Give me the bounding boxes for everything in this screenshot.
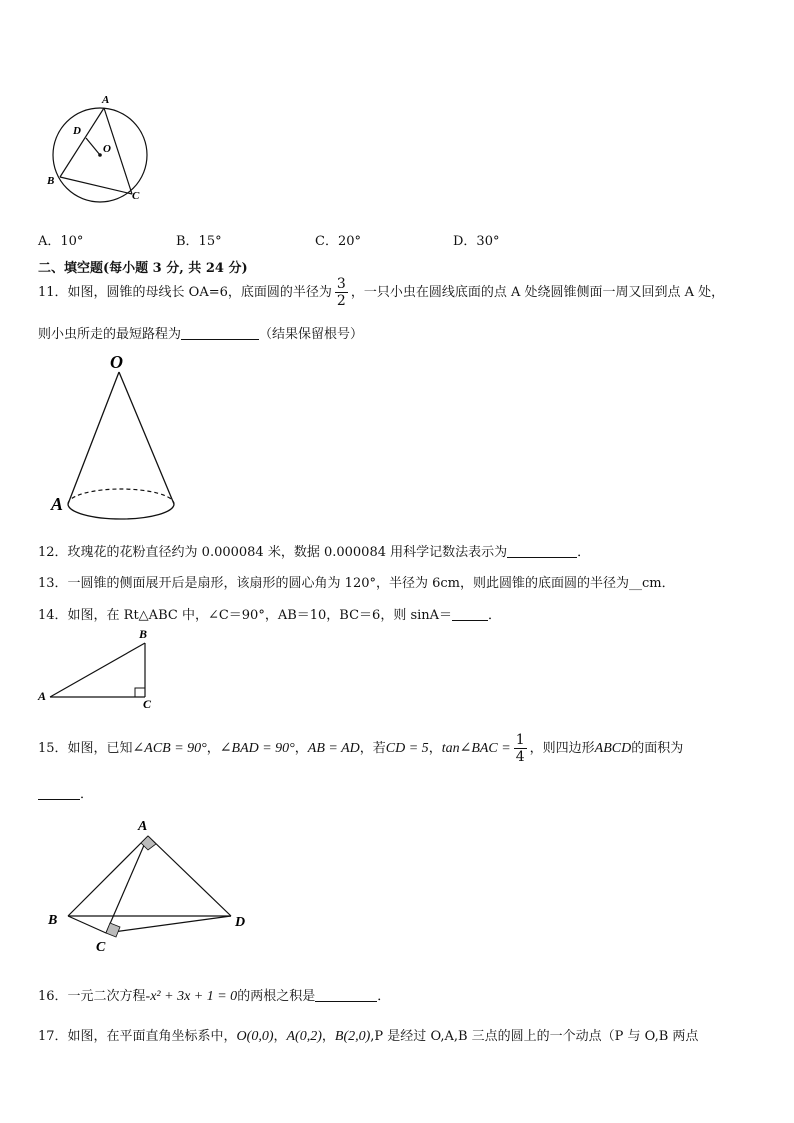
q16-mid: 的两根之积是: [237, 989, 316, 1004]
fig11-label-o: O: [110, 352, 123, 372]
question-11-line2: [38, 323, 363, 342]
q15-sep4: ，: [428, 741, 442, 756]
question-16: [38, 985, 390, 1005]
q11-line2-suffix: （结果保留根号）: [259, 327, 364, 342]
fig15-label-b: B: [48, 913, 58, 928]
fig14-label-a: A: [38, 689, 47, 703]
fig14-label-c: C: [143, 697, 152, 710]
q15-line2-suffix: ．: [80, 787, 94, 802]
q17-point-a: A(0,2): [286, 1029, 322, 1044]
q15-abcd: ABCD: [594, 741, 632, 756]
choice-d: D．30°: [453, 234, 500, 249]
q15-angle-acb: ∠ACB = 90°: [132, 741, 207, 756]
question-15: [38, 733, 683, 764]
q11-frac-den: 2: [336, 293, 346, 309]
fig15-label-d: D: [235, 915, 246, 930]
q15-sep2: ，: [294, 741, 308, 756]
fig10-label-b: B: [47, 175, 55, 187]
q12-answer-blank[interactable]: [507, 545, 577, 558]
question-17: [38, 1025, 698, 1045]
q15-tan: tan∠BAC =: [441, 741, 511, 756]
fig14-label-b: B: [139, 627, 148, 641]
fig10-label-a: A: [102, 94, 110, 106]
q11-answer-blank[interactable]: [181, 327, 259, 340]
question-12: [38, 541, 590, 560]
q15-frac-den: 4: [515, 749, 525, 765]
q15-sep1: ，: [206, 741, 220, 756]
q15-angle-bad: ∠BAD = 90°: [219, 741, 295, 756]
question-15-line2: [38, 783, 93, 802]
fig11-label-a: A: [51, 494, 64, 514]
q15-answer-blank[interactable]: [38, 787, 80, 800]
figure-q15-quadrilateral: [40, 815, 255, 960]
q11-line2-text: 则小虫所走的最短路程为: [38, 327, 182, 342]
figure-q11-cone: [48, 350, 183, 525]
question-13: 13．一圆锥的侧面展开后是扇形，该扇形的圆心角为 120°，半径为 6cm，则此圆锥的底面圆的半径为__cm．: [38, 576, 675, 591]
q16-suffix: ．: [377, 989, 391, 1004]
fig10-label-c: C: [132, 190, 140, 202]
fig15-label-c: C: [96, 940, 106, 955]
q14-answer-blank[interactable]: [452, 608, 488, 621]
section-title: 二、填空题(每小题 3 分, 共 24 分): [38, 261, 248, 276]
q17-sep1: ，: [273, 1029, 287, 1044]
q17-text: 17．如图，在平面直角坐标系中，: [38, 1029, 237, 1044]
fig10-label-d: D: [73, 125, 81, 137]
q16-text: 16．一元二次方程: [38, 989, 146, 1004]
q17-point-o: O(0,0): [236, 1029, 274, 1044]
q14-suffix: ．: [488, 608, 502, 623]
fig10-label-o: O: [103, 143, 111, 155]
fig15-label-a: A: [138, 819, 148, 834]
q16-answer-blank[interactable]: [315, 989, 377, 1002]
q17-point-b: B(2,0): [334, 1029, 371, 1044]
figure-q14-triangle: [36, 625, 161, 710]
q15-number: 15．如图，已知: [38, 741, 133, 756]
q11-frac-num: 3: [336, 276, 346, 292]
q15-cd-eq-5: CD = 5: [385, 741, 429, 756]
q12-suffix: ．: [577, 545, 591, 560]
q17-sep2: ，: [321, 1029, 335, 1044]
choice-c: C．20°: [315, 234, 361, 249]
q16-equation: -x² + 3x + 1 = 0: [145, 989, 238, 1004]
q17-suffix: ,P 是经过 O,A,B 三点的圆上的一个动点（P 与 O,B 两点: [370, 1029, 699, 1044]
question-14: [38, 604, 501, 623]
q11-text: 11．如图，圆锥的母线长 OA=6，底面圆的半径为: [38, 285, 332, 300]
q15-sep5: ，则四边形: [529, 741, 595, 756]
q15-sep3: ，若: [359, 741, 386, 756]
q11-fraction: [335, 277, 348, 308]
q15-fraction: [514, 733, 527, 764]
q11-text-suffix: ，一只小虫在圆线底面的点 A 处绕圆锥侧面一周又回到点 A 处，: [350, 285, 725, 300]
q14-text: 14．如图，在 Rt△ABC 中，∠C＝90°，AB＝10，BC＝6，则 sinA＝: [38, 608, 453, 623]
q12-text: 12．玫瑰花的花粉直径约为 0.000084 米，数据 0.000084 用科学记数法表示为: [38, 545, 508, 560]
q15-suffix: 的面积为: [631, 741, 684, 756]
q15-ab-eq-ad: AB = AD: [307, 741, 360, 756]
figure-q10-circle: [40, 92, 160, 207]
choice-a: A．10°: [38, 234, 84, 249]
question-11: [38, 277, 724, 308]
choice-b: B．15°: [176, 234, 222, 249]
q15-frac-num: 1: [515, 732, 525, 748]
